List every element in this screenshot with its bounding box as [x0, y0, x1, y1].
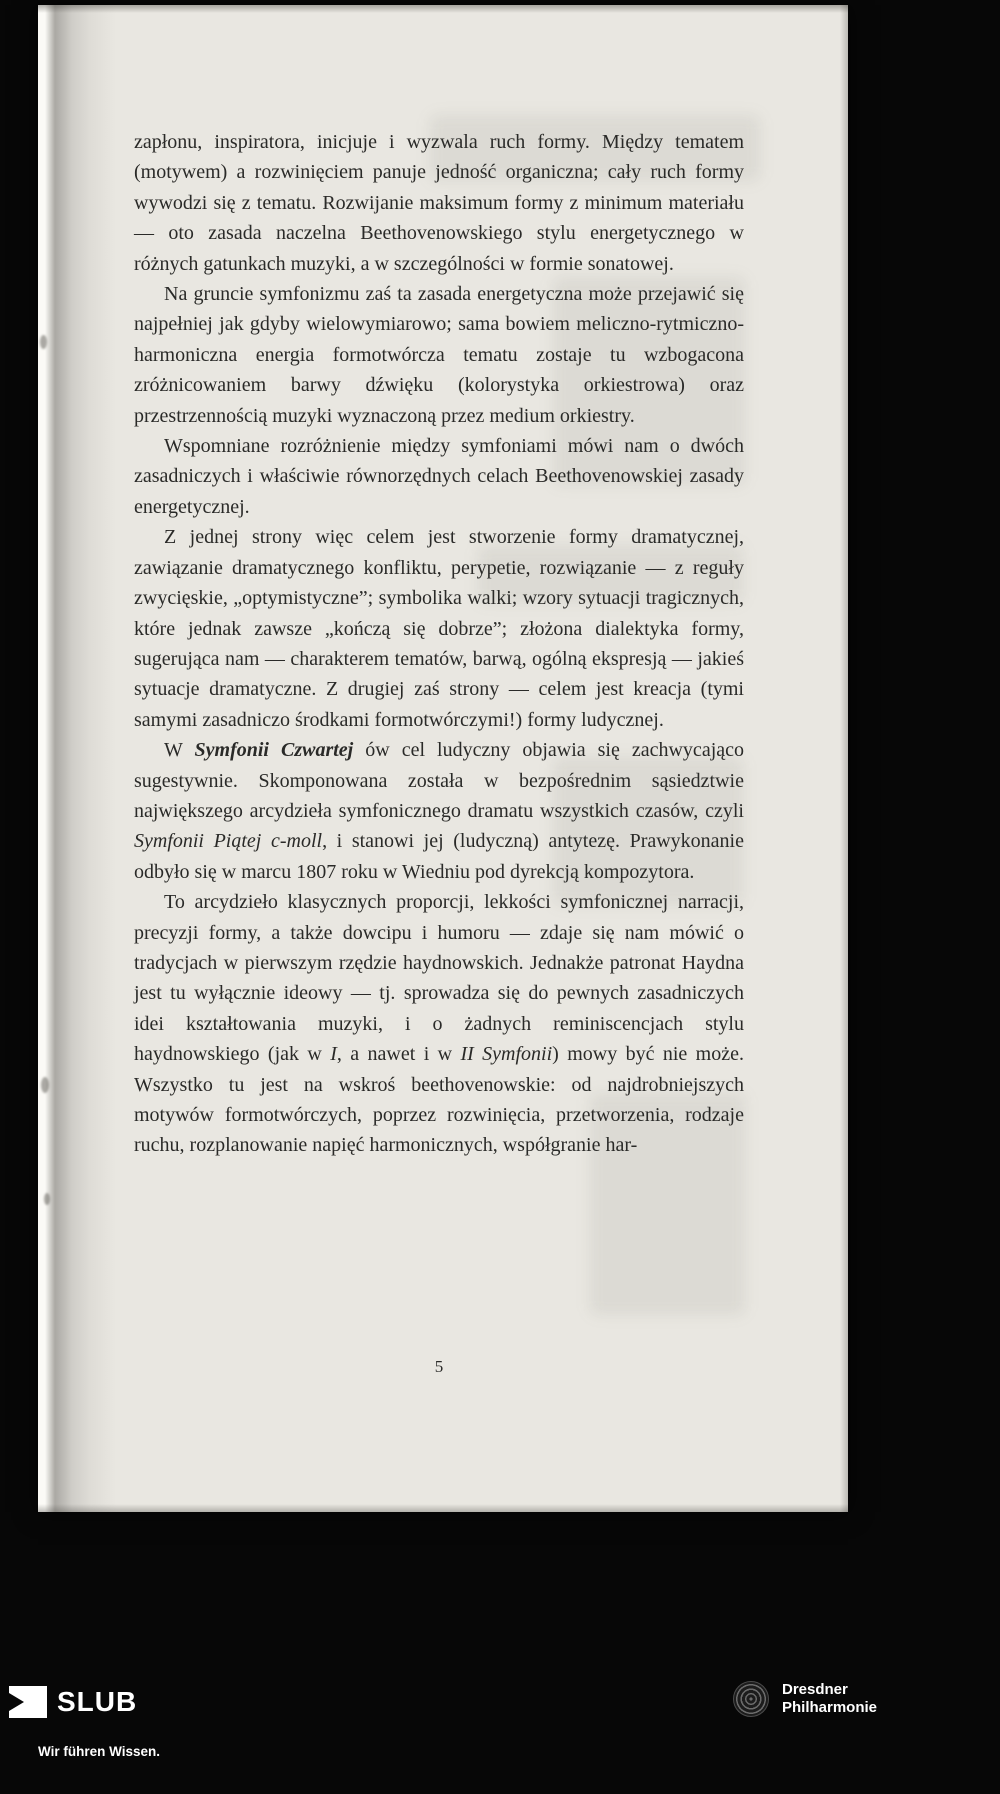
text-run: ów cel ludyczny objawia się zachwycająco sugestywnie. Skomponowana została w bezpośrednim sąsiedztwie największego arcydzieła symfonicznego dramatu wszystkich czasów, czyli	[134, 739, 744, 822]
page-number: 5	[434, 1357, 444, 1376]
text-run: Symfonii Piątej c-moll	[134, 830, 323, 853]
text-run: Wspomniane rozróżnienie między symfoniami mówi nam o dwóch zasadniczych i właściwie równorzędnych celach Beethovenowskiej zasady energetycznej.	[134, 435, 744, 518]
text-run: II Symfonii	[460, 1043, 553, 1066]
paragraph	[134, 127, 744, 279]
paragraph	[134, 887, 744, 1161]
slub-tagline: Wir führen Wissen.	[38, 1744, 161, 1759]
paragraph	[134, 279, 744, 431]
text-run: W	[164, 739, 195, 762]
paragraph	[134, 735, 744, 887]
text-run: I	[330, 1043, 337, 1066]
philharmonie-name	[782, 1681, 877, 1717]
slub-branding-link[interactable]	[9, 1686, 137, 1718]
page-text	[134, 127, 744, 1161]
slub-name: SLUB	[57, 1686, 138, 1717]
paragraph	[134, 431, 744, 522]
philharmonie-branding-link[interactable]	[733, 1681, 877, 1717]
paragraph	[134, 522, 744, 735]
page-edge-shadow-bottom	[38, 1504, 848, 1512]
text-run: Symfonii Czwartej	[194, 739, 354, 762]
page-edge-shadow-right	[840, 5, 848, 1512]
text-run: ) mowy być nie może. Wszystko tu jest na wskroś beethovenowskie: od najdrobniejszych motywów formotwórczych, poprzez rozwinięcia, przetworzenia, rodzaje ruchu, rozplanowanie napięć harmonicznych, współgranie har-	[134, 1043, 744, 1157]
text-run: Z jednej strony więc celem jest stworzenie formy dramatycznej, zawiązanie dramatycznego konfliktu, perypetie, rozwiązanie — z reguły zwycięskie, „optymistyczne”; symbolika walki; wzory sytuacji tragicznych, które jednak zawsze „kończą się dobrze”; złożona dialektyka formy, sugerująca nam — charakterem tematów, barwą, ogólną ekspresją — jakieś sytuacje dramatyczne. Z drugiej zaś strony — celem jest kreacja (tymi samymi zasadniczo środkami formotwórczymi!) formy ludycznej.	[134, 526, 744, 731]
text-run: zapłonu, inspiratora, inicjuje i wyzwala ruch formy. Między tematem (motywem) a rozwinięciem panuje jedność organiczna; cały ruch formy wywodzi się z tematu. Rozwijanie maksimum formy z minimum materiału — oto zasada naczelna Beethovenowskiego stylu energetycznego w różnych gatunkach muzyki, a w szczególności w formie sonatowej.	[134, 131, 744, 275]
scanned-page	[38, 5, 848, 1512]
slub-logo-icon	[9, 1686, 47, 1718]
page-edge-shadow-top	[38, 5, 848, 13]
gutter-mark	[40, 335, 47, 349]
gutter-mark	[41, 1077, 49, 1093]
philharmonie-name-line2: Philharmonie	[782, 1699, 878, 1716]
text-run: , a nawet i w	[336, 1043, 461, 1066]
text-run: Na gruncie symfonizmu zaś ta zasada energetyczna może przejawić się najpełniej jak gdyby wielowymiarowo; sama bowiem meliczno-rytmiczno-harmoniczna energia formotwórcza tematu zostaje tu wzbogacona zróżnicowaniem barwy dźwięku (kolorystyka orkiestrowa) oraz przestrzennością muzyki wyznaczoną przez medium orkiestry.	[134, 283, 744, 427]
philharmonie-name-line1: Dresdner	[782, 1681, 848, 1698]
text-run: To arcydzieło klasycznych proporcji, lekkości symfonicznej narracji, precyzji formy, a także dowcipu i humoru — zdaje się nam mówić o tradycjach w pierwszym rzędzie haydnowskich. Jednakże patronat Haydna jest tu wyłącznie ideowy — tj. sprowadza się do pewnych zasadniczych idei kształtowania muzyki, i o żadnych reminiscencjach stylu haydnowskiego (jak w	[134, 891, 744, 1066]
gutter-mark	[44, 1193, 50, 1205]
philharmonie-logo-icon	[733, 1681, 769, 1717]
text-run: , i stanowi jej (ludyczną) antytezę. Prawykonanie odbyło się w marcu 1807 roku w Wiedniu pod dyrekcją kompozytora.	[134, 830, 744, 883]
page-binding-shadow	[38, 5, 116, 1512]
